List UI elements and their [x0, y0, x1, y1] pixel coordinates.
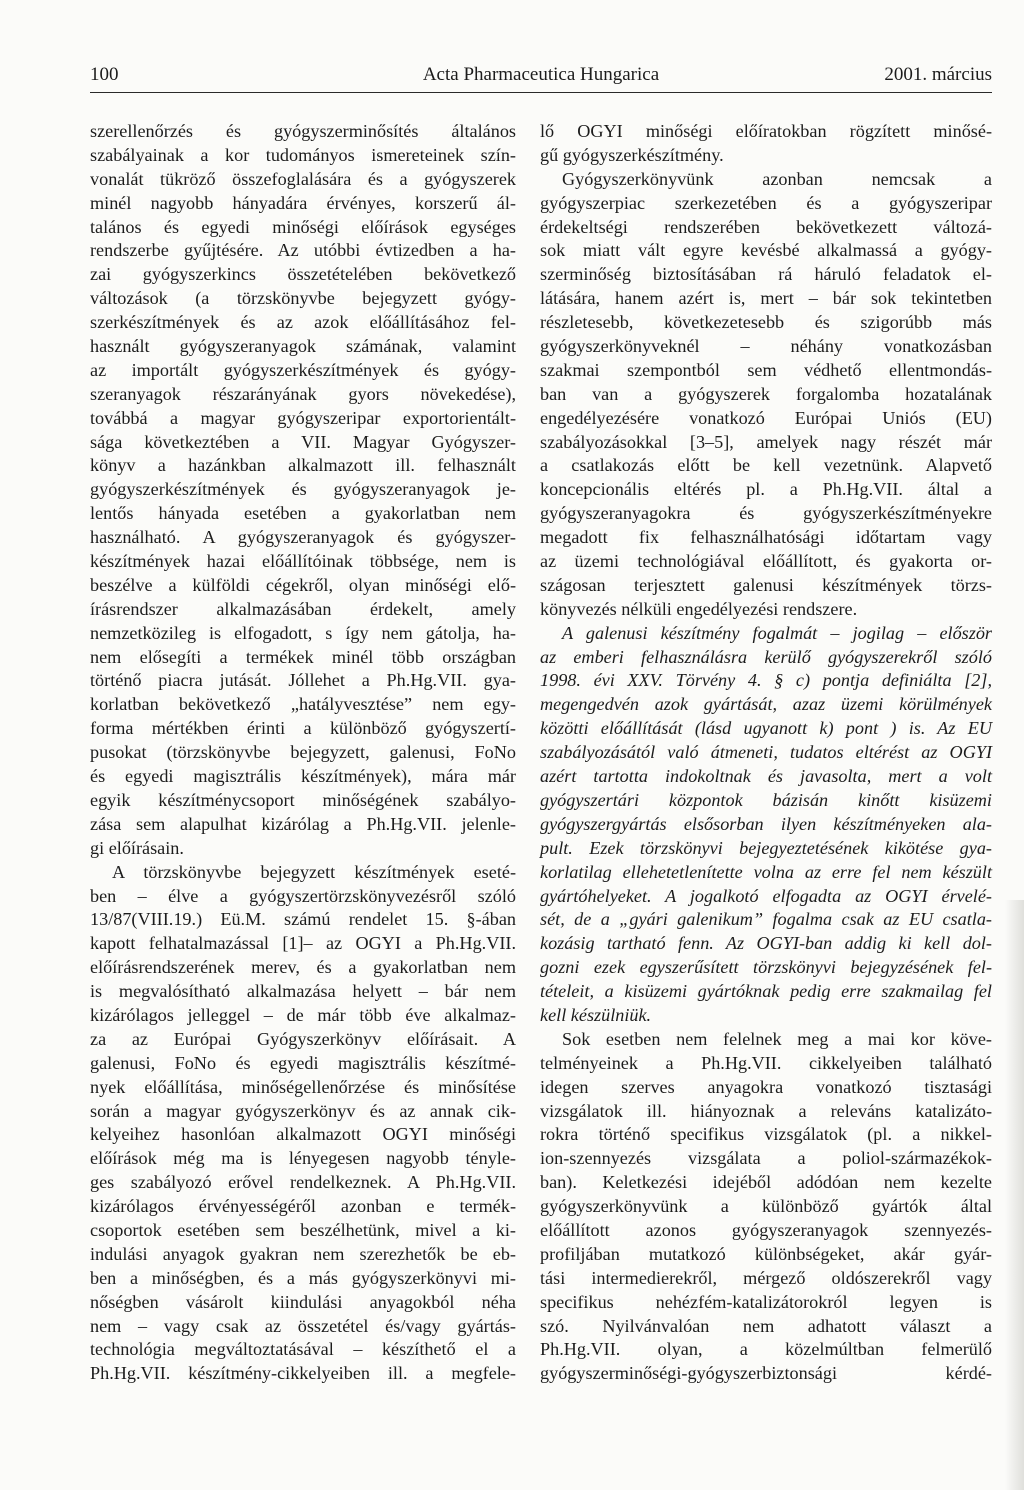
text-line: gyógyszergyártás elsősorban ilyen készítményeken ala-	[540, 813, 992, 834]
text-line: ges szabályozó erővel rendelkeznek. A Ph.Hg.VII.	[90, 1172, 516, 1193]
text-line: írásrendszer alkalmazásában érdekelt, amely	[90, 598, 516, 619]
text-line: szó. Nyilvánvalóan nem adhatott választ a	[540, 1315, 992, 1336]
text-line: szerellenőrzés és gyógyszerminősítés általános	[90, 121, 516, 141]
text-line: vonalát tükröző összefoglalására és a gyógyszerek	[90, 168, 516, 189]
text-line: részletesebb, következetesebb és szigorúbb más	[540, 312, 992, 333]
text-line: ben a minőségben, és a más gyógyszerkönyvi mi-	[90, 1267, 516, 1288]
text-line: és egyedi magisztrális készítmények), mára már	[90, 766, 516, 787]
text-line: érdekeltségi rendszerében bekövetkezett változá-	[540, 216, 992, 237]
text-line: előállított azonos gyógyszeranyagok szennyezés-	[540, 1219, 992, 1240]
text-line: pusokat (törzskönyvbe bejegyzett, galenusi, FoNo	[90, 742, 516, 763]
text-line: technológia megváltoztatásával – készíthető el a	[90, 1339, 516, 1360]
text-line: gyártóhelyeket. A jogalkotó elfogadta az OGYI érvelé-	[540, 885, 992, 906]
text-line: szabályozásokkal [3–5], amelyek nagy részét már	[540, 431, 992, 452]
text-line: za az Európai Gyógyszerkönyv előírásait. A	[90, 1028, 516, 1049]
text-line: során a magyar gyógyszerkönyv és az annak cik-	[90, 1100, 516, 1121]
text-line: nem elősegíti a termékek minél több országban	[90, 646, 516, 667]
text-line: használt gyógyszeranyagok számának, valamint	[90, 336, 516, 357]
page-number: 100	[90, 64, 119, 85]
text-line: gyógyszerkészítmények és gyógyszeranyagok je-	[90, 479, 516, 500]
scan-edge-shadow	[1005, 900, 1024, 1490]
left-text-column	[90, 120, 516, 1386]
text-line: történő piacra jutását. Jóllehet a Ph.Hg.VII. gya-	[90, 670, 516, 691]
text-line: zai gyógyszerkincs összetételében bekövetkező	[90, 264, 516, 285]
text-line: talános és egyedi minőségi előírások egységes	[90, 216, 516, 237]
text-line: engedélyezésére vonatkozó Európai Uniós (EU)	[540, 407, 992, 428]
text-line: szerkészítmények és az azok előállításához fel-	[90, 312, 516, 333]
text-line: Sok esetben nem felelnek meg a mai kor köve-	[562, 1028, 992, 1049]
text-line: egyik készítménycsoport minőségének szabályo-	[90, 789, 516, 810]
text-line: az üzemi technológiával előállított, és gyakorta or-	[540, 551, 992, 572]
text-line: nyek előállítása, minőségellenőrzése és minősítése	[90, 1076, 516, 1097]
text-line: koncepcionális eltérés pl. a Ph.Hg.VII. által a	[540, 479, 992, 500]
text-line: kozásig tartható fenn. Az OGYI-ban addig ki kell dol-	[540, 933, 992, 954]
text-line: készítmények hazai előállítóinak többsége, nem is	[90, 551, 516, 572]
text-line: sága következtében a VII. Magyar Gyógyszer-	[90, 431, 516, 452]
text-line: előírásrendszerének merev, és a gyakorlatban nem	[90, 957, 516, 978]
text-line: szabályainak a kor tudományos ismereteinek szín-	[90, 144, 516, 165]
text-line: változások (a törzskönyvbe bejegyzett gyógy-	[90, 288, 516, 309]
text-line: Ph.Hg.VII. készítmény-cikkelyeiben ill. a megfele-	[90, 1363, 516, 1384]
text-line: minél nagyobb hányadára érvényes, korszerű ál-	[90, 192, 516, 213]
text-line: A galenusi készítmény fogalmát – jogilag – először	[562, 622, 992, 643]
text-line: tási intermedierekről, mérgező oldószerekről vagy	[540, 1267, 992, 1288]
text-line: kapott felhatalmazással [1]– az OGYI a Ph.Hg.VII.	[90, 933, 516, 954]
text-line: indulási anyagok gyakran nem szerezhetők be eb-	[90, 1243, 516, 1264]
journal-title: Acta Pharmaceutica Hungarica	[422, 64, 660, 85]
text-line: ban van a gyógyszerek forgalomba hozatalának	[540, 383, 992, 404]
text-line: pult. Ezek törzskönyvi bejegyeztetésének kikötése gya-	[540, 837, 992, 858]
text-line: korlatilag ellehetetlenítette volna az erre fel nem készült	[540, 861, 992, 882]
text-line: látására, hanem azért is, mert – bár sok tekintetben	[540, 288, 992, 309]
text-line: forma mértékben érinti a különböző gyógyszertí-	[90, 718, 516, 739]
text-line: Gyógyszerkönyvünk azonban nemcsak a	[562, 168, 992, 189]
text-line: nemzetközileg is elfogadott, s így nem gátolja, ha-	[90, 622, 516, 643]
text-line: A törzskönyvbe bejegyzett készítmények eseté-	[112, 861, 516, 882]
text-line: könyvezés nélküli engedélyezési rendszere.	[540, 598, 858, 619]
text-line: gozni ezek egyszerűsített törzskönyvi bejegyzésének fel-	[540, 957, 992, 978]
text-line: szakmai szempontból sem védhető ellentmondás-	[540, 359, 992, 380]
text-line: csoportok esetében sem beszélhetünk, mivel a ki-	[90, 1219, 516, 1240]
text-line: kelyeihez hasonlóan alkalmazott OGYI minőségi	[90, 1124, 516, 1145]
text-line: továbbá a magyar gyógyszeripar exportorientált-	[90, 407, 516, 428]
text-line: szágosan terjesztett galenusi készítmények törzs-	[540, 574, 992, 595]
text-line: szeranyagok részarányának gyors növekedése),	[90, 383, 516, 404]
text-line: gi előírásain.	[90, 837, 184, 858]
text-line: az emberi felhasználásra kerülő gyógyszerekről szóló	[540, 646, 992, 667]
running-header	[90, 62, 992, 93]
text-line: közötti előállítását (lásd ugyanott k) pont ) is. Az EU	[540, 718, 992, 739]
text-line: gű gyógyszerkészítmény.	[540, 144, 724, 165]
text-line: lentős hányada esetében a gyakorlatban nem	[90, 503, 516, 524]
text-line: is megvalósítható alkalmazása helyett – bár nem	[90, 981, 516, 1002]
text-line: kizárólagos jelleggel – de már több éve alkalmaz-	[90, 1004, 516, 1025]
text-line: szabályozásától való átmeneti, tudatos eltérést az OGYI	[540, 742, 992, 763]
text-line: profiljában mutatkozó különbségeket, akár gyár-	[540, 1243, 992, 1264]
text-line: gyógyszerminőségi-gyógyszerbiztonsági kérdé-	[540, 1363, 992, 1384]
text-line: ion-szennyezés vizsgálata a poliol-származékok-	[540, 1148, 992, 1169]
text-line: könyv a hazánkban alkalmazott ill. felhasznált	[90, 455, 516, 476]
text-line: kell készülniük.	[540, 1004, 652, 1025]
text-line: telményeinek a Ph.Hg.VII. cikkelyeiben található	[540, 1052, 992, 1073]
text-line: vizsgálatok ill. hiányoznak a releváns katalizáto-	[540, 1100, 992, 1121]
text-line: gyógyszertári központok bázisán kinőtt kisüzemi	[540, 789, 992, 810]
text-line: sok miatt vált egyre kevésbé alkalmassá a gyógy-	[540, 240, 992, 261]
text-line: azért tartotta indokoltnak és javasolta, mert a volt	[540, 766, 992, 787]
text-line: előírások még ma is lényegesen nagyobb tényle-	[90, 1148, 516, 1169]
text-line: lő OGYI minőségi előíratokban rögzített minősé-	[540, 121, 992, 141]
text-line: gyógyszerkönyvünk a különböző gyártók által	[540, 1196, 992, 1217]
text-line: idegen szerves anyagokra vonatkozó tisztasági	[540, 1076, 992, 1097]
text-line: szerminőség biztosításában rá háruló feladatok el-	[540, 264, 992, 285]
text-line: specifikus nehézfém-katalizátorokról legyen is	[540, 1291, 992, 1312]
text-line: beszélve a külföldi cégekről, olyan minőségi elő-	[90, 574, 516, 595]
text-line: ban). Keletkezési idejéből adódóan nem kezelte	[540, 1172, 992, 1193]
text-line: rokra történő specifikus vizsgálatok (pl. a nikkel-	[540, 1124, 992, 1145]
text-line: 13/87(VIII.19.) Eü.M. számú rendelet 15. §-ában	[90, 909, 516, 930]
text-line: használható. A gyógyszeranyagok és gyógyszer-	[90, 527, 516, 548]
text-line: nőségben vásárolt kiindulási anyagokból néha	[90, 1291, 516, 1312]
text-line: Ph.Hg.VII. olyan, a közelmúltban felmerülő	[540, 1339, 992, 1360]
text-line: sét, de a „gyári galenikum” fogalma csak az EU csatla-	[540, 909, 992, 930]
text-line: rendszerbe gyűjtésére. Az utóbbi évtizedben a ha-	[90, 240, 516, 261]
issue-date: 2001. március	[884, 64, 992, 85]
text-line: tételeit, a kisüzemi gyártóknak pedig erre szakmailag fel	[540, 981, 992, 1002]
text-line: korlatban bekövetkező „hatályvesztése” nem egy-	[90, 694, 516, 715]
text-line: megengedvén azok gyártását, azaz üzemi körülmények	[540, 694, 992, 715]
text-line: az importált gyógyszerkészítmények és gyógy-	[90, 359, 516, 380]
text-line: zása sem alapulhat kizárólag a Ph.Hg.VII. jelenle-	[90, 813, 516, 834]
text-line: ben – élve a gyógyszertörzskönyvezésről szóló	[90, 885, 516, 906]
text-line: a csatlakozás előtt be kell vezetnünk. Alapvető	[540, 455, 992, 476]
text-line: gyógyszeranyagokra és gyógyszerkészítményekre	[540, 503, 992, 524]
text-line: gyógyszerkönyveknél – néhány vonatkozásban	[540, 336, 992, 357]
text-line: megadott fix felhasználhatósági időtartam vagy	[540, 527, 992, 548]
text-line: gyógyszerpiac szerkezetében és a gyógyszeripar	[540, 192, 992, 213]
text-line: galenusi, FoNo és egyedi magisztrális készítmé-	[90, 1052, 516, 1073]
text-line: 1998. évi XXV. Törvény 4. § c) pontja definiálta [2],	[540, 670, 992, 691]
text-line: nem – vagy csak az összetétel és/vagy gyártás-	[90, 1315, 516, 1336]
text-line: kizárólagos érvényességéről azonban e termék-	[90, 1196, 516, 1217]
right-text-column	[540, 120, 992, 1386]
